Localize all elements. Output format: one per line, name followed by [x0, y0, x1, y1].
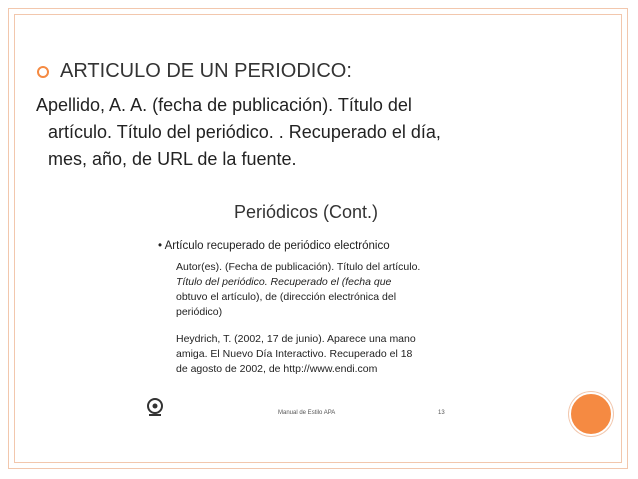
- publisher-logo-icon: [144, 396, 166, 418]
- decorative-accent-dot: [569, 392, 613, 436]
- circle-bullet-icon: [36, 65, 50, 79]
- embedded-slide-bullet: • Artículo recuperado de periódico electrónico: [158, 240, 390, 252]
- template-line: periódico): [176, 306, 223, 318]
- citation-line-2: artículo. Título del periódico. . Recuperado el día,: [48, 122, 441, 142]
- embedded-slide-example: [176, 332, 416, 377]
- example-line: Heydrich, T. (2002, 17 de junio). Aparece una mano: [176, 333, 416, 345]
- example-line: amiga. El Nuevo Día Interactivo. Recuperado el 18: [176, 348, 413, 360]
- citation-line-3: mes, año, de URL de la fuente.: [48, 149, 297, 169]
- embedded-slide-footer: Manual de Estilo APA: [278, 410, 336, 416]
- citation-line-1: Apellido, A. A. (fecha de publicación). Título del: [36, 95, 412, 115]
- embedded-slide-page-number: 13: [438, 410, 445, 416]
- heading-row: [36, 60, 352, 83]
- template-line: obtuvo el artículo), de (dirección electrónica del: [176, 291, 397, 303]
- template-line: Autor(es). (Fecha de publicación). Título del artículo.: [176, 261, 421, 273]
- embedded-slide-template: [176, 260, 420, 320]
- citation-format: [36, 92, 576, 173]
- example-line: de agosto de 2002, de http://www.endi.com: [176, 363, 378, 375]
- template-line: Título del periódico. Recuperado el (fecha que: [176, 276, 392, 288]
- slide-heading: ARTICULO DE UN PERIODICO:: [60, 60, 352, 82]
- embedded-slide-image: [138, 196, 458, 424]
- embedded-slide-title: Periódicos (Cont.): [234, 202, 379, 222]
